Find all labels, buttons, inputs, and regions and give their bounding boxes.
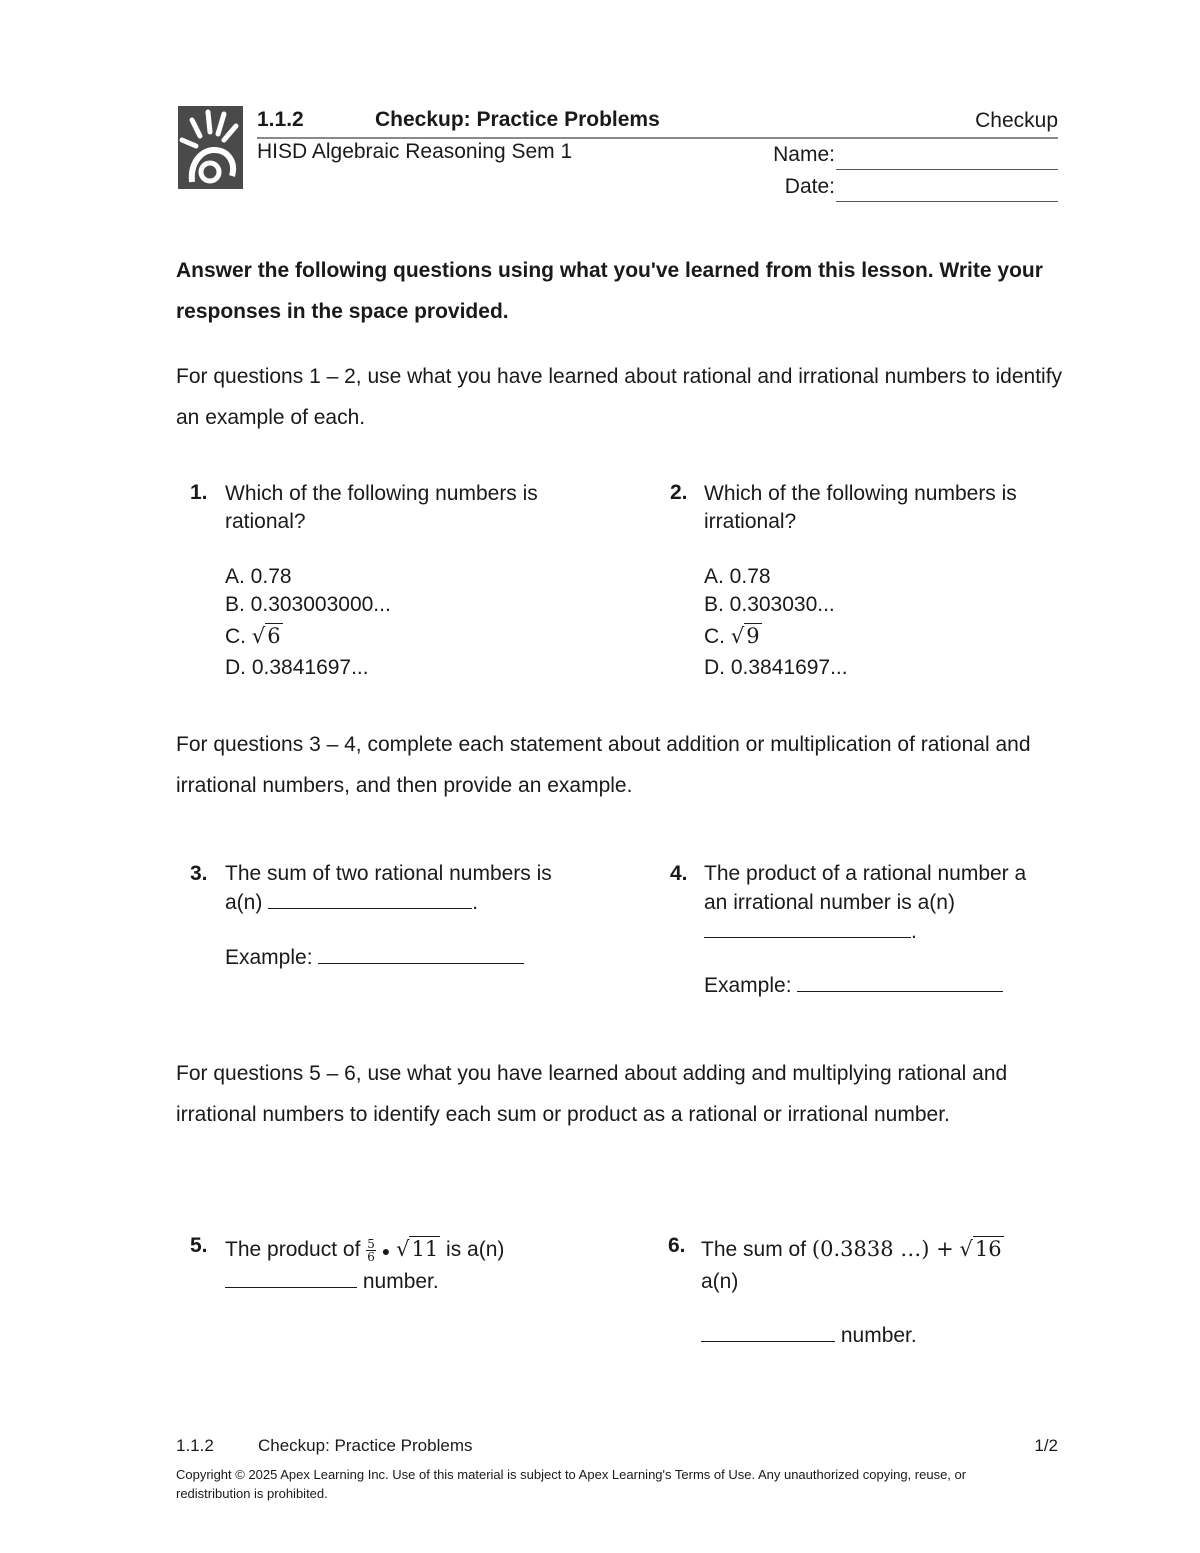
q5-radicand: 11 <box>411 1237 439 1261</box>
document-title: Checkup: Practice Problems <box>375 108 660 131</box>
q4-number: 4. <box>670 862 688 885</box>
q1-option-a[interactable]: A. 0.78 <box>225 565 292 588</box>
q4-answer-blank[interactable] <box>704 919 911 938</box>
q5-suffix: is a(n) <box>446 1238 505 1261</box>
q4-line3 <box>704 918 917 946</box>
q1-option-d[interactable]: D. 0.3841697... <box>225 656 369 679</box>
q2-option-b[interactable]: B. 0.303030... <box>704 593 835 616</box>
q4-example-blank[interactable] <box>797 973 1003 992</box>
name-field[interactable] <box>836 169 1058 170</box>
q3-line2 <box>225 889 478 917</box>
q6-number: 6. <box>668 1234 686 1257</box>
q4-period: . <box>911 920 917 943</box>
q2-radicand: 9 <box>746 624 760 648</box>
q5-answer-blank[interactable] <box>225 1269 357 1288</box>
date-label: Date: <box>784 175 835 198</box>
sqrt-icon: √6 <box>251 624 281 648</box>
q5-end: number. <box>362 1270 439 1293</box>
date-field[interactable] <box>836 201 1058 202</box>
q3-answer-blank[interactable] <box>268 890 472 909</box>
q1-option-b[interactable]: B. 0.303003000... <box>225 593 391 616</box>
q5-prefix: The product of <box>225 1238 361 1261</box>
footer-title: Checkup: Practice Problems <box>258 1436 473 1455</box>
q5-text-line1 <box>225 1232 504 1268</box>
apex-logo <box>178 106 243 189</box>
q3-period: . <box>472 891 479 914</box>
q2-option-c-label: C. <box>704 625 725 648</box>
q5-frac-den: 6 <box>367 1249 375 1264</box>
q2-option-d[interactable]: D. 0.3841697... <box>704 656 848 679</box>
q1-text: Which of the following numbers is rational? <box>225 482 538 533</box>
q6-end: number. <box>840 1324 917 1347</box>
q2-option-c[interactable] <box>704 619 848 654</box>
course-name: HISD Algebraic Reasoning Sem 1 <box>257 140 573 163</box>
q6-text-line2: a(n) <box>701 1270 739 1293</box>
intro-questions-3-4: For questions 3 – 4, complete each statement about addition or multiplication of rational and irrational numbers, and then provide an example. <box>176 733 1031 797</box>
multiply-dot-icon: ● <box>381 1243 391 1259</box>
sqrt-icon: √16 <box>959 1237 1002 1261</box>
copyright: Copyright © 2025 Apex Learning Inc. Use of this material is subject to Apex Learning's Terms of Use. Any unauthorized copying, reuse, or redistribution is prohibited. <box>176 1467 967 1501</box>
q2-text: Which of the following numbers is irrational? <box>704 482 1017 533</box>
header-divider <box>257 137 1058 139</box>
fraction <box>366 1238 376 1263</box>
intro-questions-5-6: For questions 5 – 6, use what you have learned about adding and multiplying rational and irrational numbers to identify each sum or product as a rational or irrational number. <box>176 1062 1008 1126</box>
q3-example-blank[interactable] <box>318 945 524 964</box>
intro-questions-1-2: For questions 1 – 2, use what you have learned about rational and irrational numbers to identify an example of each. <box>176 365 1063 429</box>
q4-text-line1: The product of a rational number a <box>704 862 1027 885</box>
q6-text-line1 <box>701 1232 1004 1267</box>
q3-text-line1: The sum of two rational numbers is <box>225 862 552 885</box>
q2-option-a[interactable]: A. 0.78 <box>704 565 771 588</box>
q6-radicand: 16 <box>974 1237 1002 1261</box>
document-type: Checkup <box>975 109 1058 132</box>
q1-option-c-label: C. <box>225 625 246 648</box>
q1-number: 1. <box>190 481 208 504</box>
sqrt-icon: √11 <box>396 1237 439 1261</box>
lesson-number: 1.1.2 <box>257 108 304 131</box>
q3-example-label: Example: <box>225 946 313 969</box>
q4-example-label: Example: <box>704 974 792 997</box>
q6-answer-blank[interactable] <box>701 1323 835 1342</box>
q5-frac-num: 5 <box>367 1236 375 1251</box>
instructions: Answer the following questions using what you've learned from this lesson. Write your responses in the space provided. <box>176 259 1043 323</box>
q6-prefix: The sum of <box>701 1238 807 1261</box>
q5-number: 5. <box>190 1234 208 1257</box>
footer-lesson-number: 1.1.2 <box>176 1436 214 1455</box>
sqrt-icon: √9 <box>730 624 760 648</box>
q6-text-line3 <box>701 1322 917 1350</box>
q1-options <box>225 563 391 682</box>
q2-options <box>704 563 848 682</box>
q1-option-c[interactable] <box>225 619 391 654</box>
q4-text-line2: an irrational number is a(n) <box>704 891 955 914</box>
q3-number: 3. <box>190 862 208 885</box>
q1-radicand: 6 <box>267 624 281 648</box>
q3-example <box>225 944 524 972</box>
name-label: Name: <box>773 143 835 166</box>
q4-example <box>704 972 1003 1000</box>
q3-text-line2: a(n) <box>225 891 263 914</box>
page-number: 1/2 <box>1034 1436 1058 1455</box>
q6-expression: (0.3838 …) + <box>811 1237 954 1261</box>
q2-number: 2. <box>670 481 688 504</box>
q5-text-line2 <box>225 1268 439 1296</box>
